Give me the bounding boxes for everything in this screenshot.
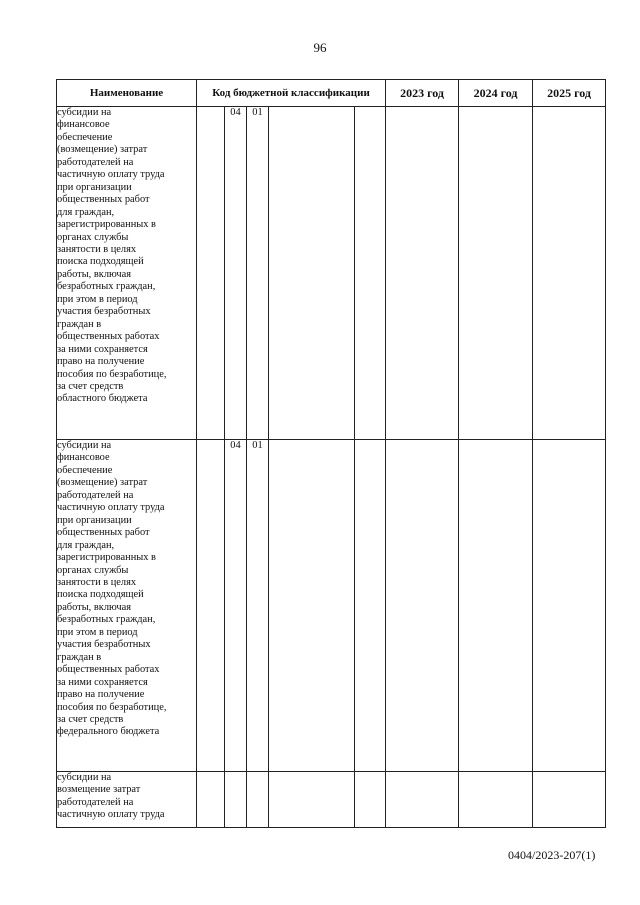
code-cell-section: 04 — [225, 440, 247, 772]
value-2023 — [386, 440, 459, 772]
table-row — [57, 107, 606, 440]
code-cell-expense — [355, 107, 386, 440]
table-header-row — [57, 80, 606, 107]
code-cell-target — [269, 107, 355, 440]
code-cell — [197, 772, 225, 828]
table-row — [57, 440, 606, 772]
value-2024 — [459, 107, 533, 440]
document-code: 0404/2023-207(1) — [508, 848, 596, 862]
code-cell-subsection: 01 — [247, 107, 269, 440]
budget-table — [56, 79, 606, 828]
value-2024 — [459, 772, 533, 828]
value-2025 — [533, 440, 606, 772]
row-name: субсидии на финансовое обеспечение (возмещение) затрат работодателей на частичную оплату труда при организации общественных работ для граждан, зарегистрированных в органах службы занятости в целях поиска подходящей работы, включая безработных граждан, при этом в период участия безработных граждан в общественных работах за ними сохраняется право на получение пособия по безработице, за счет средств федерального бюджета — [57, 440, 197, 772]
code-cell-target — [269, 772, 355, 828]
row-name: субсидии на финансовое обеспечение (возмещение) затрат работодателей на частичную оплату труда при организации общественных работ для граждан, зарегистрированных в органах службы занятости в целях поиска подходящей работы, включая безработных граждан, при этом в период участия безработных граждан в общественных работах за ними сохраняется право на получение пособия по безработице, за счет средств областного бюджета — [57, 107, 197, 440]
code-cell-expense — [355, 440, 386, 772]
code-cell-subsection — [247, 772, 269, 828]
value-2024 — [459, 440, 533, 772]
header-budget-code: Код бюджетной классификации — [197, 80, 386, 107]
page-number: 96 — [313, 40, 327, 55]
code-cell-section — [225, 772, 247, 828]
value-2023 — [386, 107, 459, 440]
code-cell-target — [269, 440, 355, 772]
table-row — [57, 772, 606, 828]
value-2025 — [533, 107, 606, 440]
header-2025: 2025 год — [533, 80, 606, 107]
code-cell-section: 04 — [225, 107, 247, 440]
code-cell-expense — [355, 772, 386, 828]
code-cell-subsection: 01 — [247, 440, 269, 772]
value-2023 — [386, 772, 459, 828]
header-2024: 2024 год — [459, 80, 533, 107]
code-cell — [197, 107, 225, 440]
value-2025 — [533, 772, 606, 828]
code-cell — [197, 440, 225, 772]
header-name: Наименование — [57, 80, 197, 107]
header-2023: 2023 год — [386, 80, 459, 107]
row-name: субсидии на возмещение затрат работодателей на частичную оплату труда — [57, 772, 197, 828]
